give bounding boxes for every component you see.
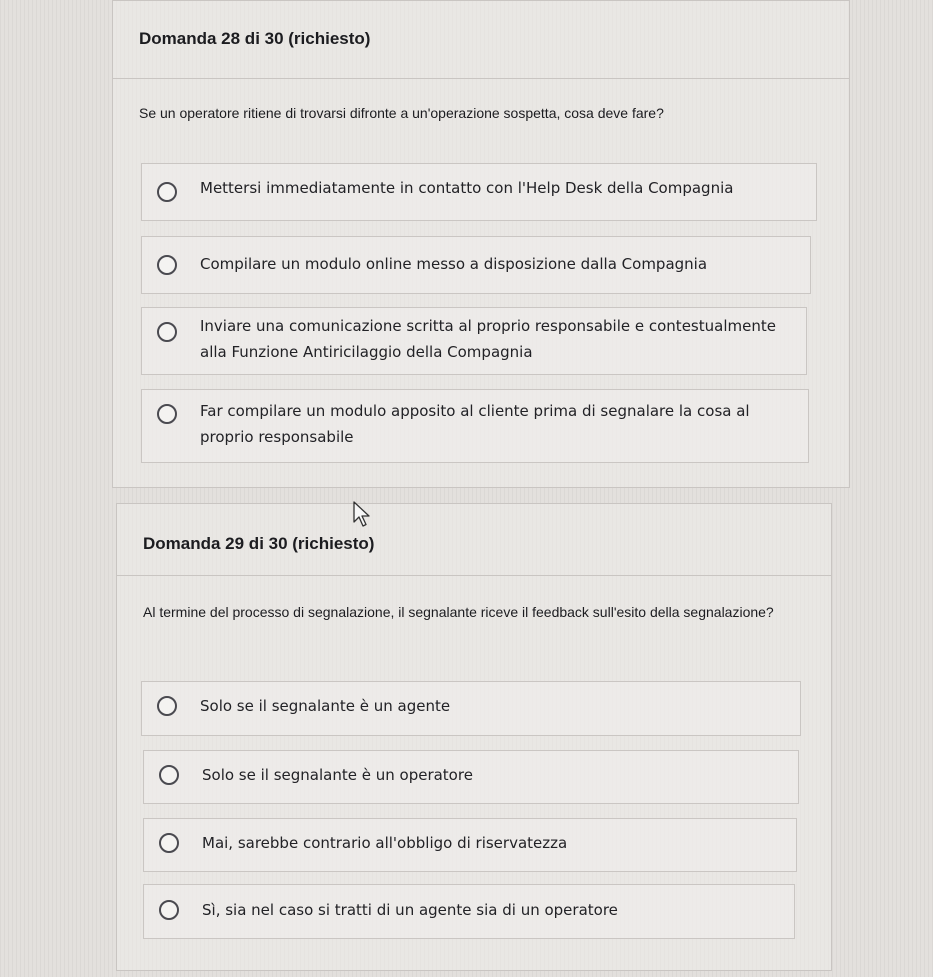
- question-28-option-4[interactable]: [141, 389, 809, 463]
- question-28-title: Domanda 28 di 30 (richiesto): [139, 29, 371, 48]
- question-29-header: [117, 504, 831, 576]
- question-29-title: Domanda 29 di 30 (richiesto): [143, 534, 375, 553]
- option-label: Sì, sia nel caso si tratti di un agente sia di un operatore: [202, 901, 618, 919]
- option-label: Mettersi immediatamente in contatto con l'Help Desk della Compagnia: [200, 179, 734, 197]
- radio-unchecked-icon[interactable]: [157, 404, 177, 424]
- mouse-pointer-icon: [352, 501, 372, 527]
- option-label: Mai, sarebbe contrario all'obbligo di riservatezza: [202, 834, 568, 852]
- option-label: Solo se il segnalante è un agente: [200, 697, 451, 715]
- question-29-option-2[interactable]: [143, 750, 799, 804]
- radio-unchecked-icon[interactable]: [157, 255, 177, 275]
- question-29-option-1[interactable]: [141, 681, 801, 736]
- question-28-option-1[interactable]: [141, 163, 817, 221]
- radio-unchecked-icon[interactable]: [159, 900, 179, 920]
- radio-unchecked-icon[interactable]: [157, 182, 177, 202]
- question-29-option-4[interactable]: [143, 884, 795, 939]
- radio-unchecked-icon[interactable]: [159, 833, 179, 853]
- option-label: Inviare una comunicazione scritta al proprio responsabile e contestualmente alla Funzione Antiricilaggio della Compagnia: [200, 317, 776, 361]
- question-28-option-3[interactable]: [141, 307, 807, 375]
- question-29-option-3[interactable]: [143, 818, 797, 872]
- radio-unchecked-icon[interactable]: [157, 696, 177, 716]
- question-28-text: Se un operatore ritiene di trovarsi difronte a un'operazione sospetta, cosa deve fare?: [139, 105, 664, 121]
- question-29-card: [116, 503, 832, 971]
- option-label: Solo se il segnalante è un operatore: [202, 766, 473, 784]
- question-28-option-2[interactable]: [141, 236, 811, 294]
- option-label: Compilare un modulo online messo a disposizione dalla Compagnia: [200, 255, 708, 273]
- question-29-text: Al termine del processo di segnalazione, il segnalante riceve il feedback sull'esito della segnalazione?: [143, 604, 774, 620]
- question-28-card: [112, 0, 850, 488]
- radio-unchecked-icon[interactable]: [157, 322, 177, 342]
- question-28-header: [113, 1, 849, 79]
- radio-unchecked-icon[interactable]: [159, 765, 179, 785]
- option-label: Far compilare un modulo apposito al cliente prima di segnalare la cosa al proprio responsabile: [200, 402, 750, 446]
